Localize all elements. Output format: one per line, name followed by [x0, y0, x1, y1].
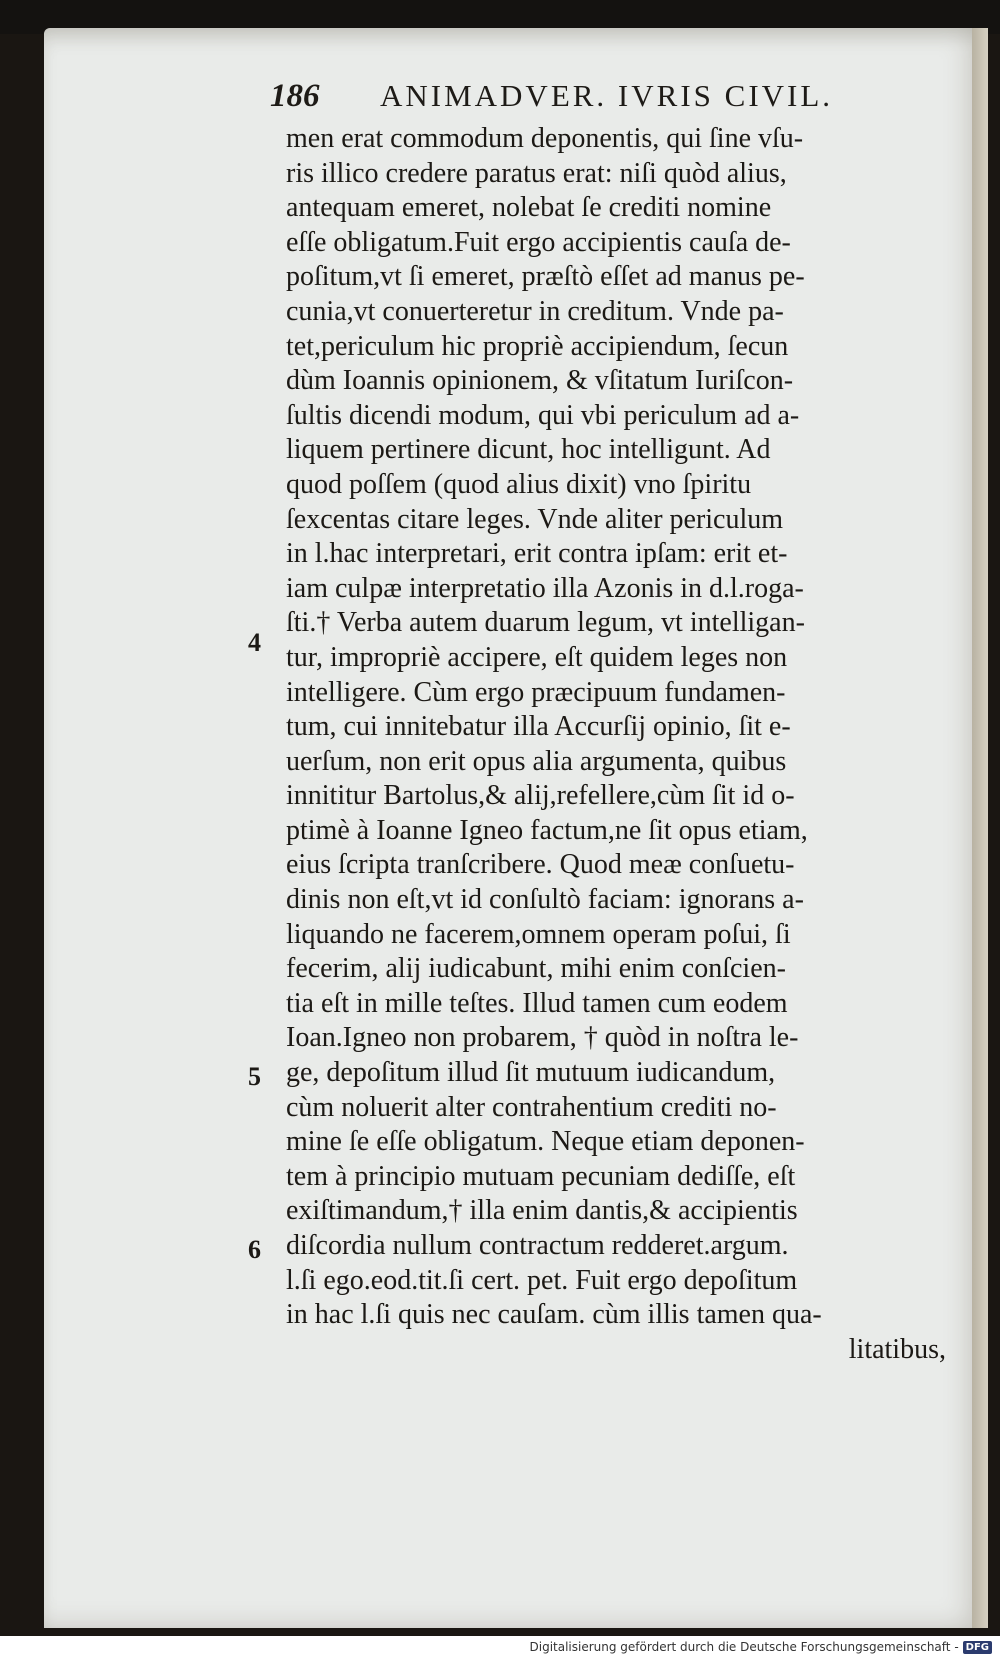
text-line: liquando ne facerem,omnem operam poſui, ſi	[286, 918, 791, 950]
marginal-number: 5	[248, 1062, 261, 1091]
text-line: eius ſcripta tranſcribere. Quod meæ conſuetu-	[286, 849, 795, 881]
text-line: antequam emeret, nolebat ſe crediti nomine	[286, 192, 772, 224]
text-line: mine ſe eſſe obligatum. Neque etiam deponen-	[286, 1126, 805, 1158]
text-line: diſcordia nullum contractum redderet.argum.	[286, 1230, 789, 1261]
text-line: men erat commodum deponentis, qui ſine vſu-	[286, 123, 804, 154]
text-line: fecerim, alij iudicabunt, mihi enim conſcien-	[286, 953, 786, 985]
text-line: tet,periculum hic propriè accipiendum, ſecun	[286, 330, 789, 362]
text-line: Ioan.Igneo non probarem, † quòd in noſtra le-	[286, 1022, 799, 1054]
text-line: dinis non eſt,vt id conſultò faciam: ignorans a-	[286, 884, 804, 916]
text-line: in hac l.ſi quis nec cauſam. cùm illis tamen qua-	[286, 1299, 822, 1331]
footer-text: Digitalisierung gefördert durch die Deutsche Forschungsgemeinschaft -	[529, 1640, 959, 1654]
text-line: dùm Ioannis opinionem, & vſitatum Iuriſcon-	[286, 365, 794, 397]
text-line: ris illico credere paratus erat: niſi quòd alius,	[286, 157, 787, 189]
text-line: tur, impropriè accipere, eſt quidem leges non	[286, 641, 788, 673]
body-text	[286, 122, 966, 1367]
text-line: iam culpæ interpretatio illa Azonis in d.l.roga-	[286, 572, 804, 604]
text-line: tia eſt in mille teſtes. Illud tamen cum eodem	[286, 987, 788, 1019]
text-line: liquem pertinere dicunt, hoc intelligunt. Ad	[286, 434, 771, 466]
text-line: ge, depoſitum illud ſit mutuum iudicandum,	[286, 1057, 776, 1089]
text-line: ſti.† Verba autem duarum legum, vt intelligan-	[286, 607, 805, 639]
page-number: 186	[270, 78, 320, 114]
text-line: exiſtimandum,† illa enim dantis,& accipientis	[286, 1195, 798, 1227]
marginal-number: 4	[248, 628, 261, 657]
text-line: intelligere. Cùm ergo præcipuum fundamen-	[286, 676, 786, 708]
text-line: ſultis dicendi modum, qui vbi periculum ad a-	[286, 399, 800, 431]
text-line: l.ſi ego.eod.tit.ſi cert. pet. Fuit ergo depoſitum	[286, 1264, 798, 1296]
text-line: cùm noluerit alter contrahentium crediti no-	[286, 1091, 777, 1123]
digitization-footer	[0, 1636, 1000, 1658]
text-line: tum, cui innitebatur illa Accurſij opinio, ſit e-	[286, 711, 791, 743]
page-edge	[972, 28, 988, 1628]
text-line: ſexcentas citare leges. Vnde aliter periculum	[286, 503, 784, 535]
dfg-logo: DFG	[963, 1641, 992, 1654]
text-line: tem à principio mutuam pecuniam dediſſe, eſt	[286, 1160, 796, 1192]
marginal-number: 6	[248, 1235, 261, 1264]
text-line: innititur Bartolus,& alij,refellere,cùm ſit id o-	[286, 780, 795, 812]
text-line: poſitum,vt ſi emeret, præſtò eſſet ad manus pe-	[286, 261, 805, 293]
text-line: cunia,vt conuerteretur in creditum. Vnde pa-	[286, 295, 784, 327]
running-head: ANIMADVER. IVRIS CIVIL.	[380, 78, 834, 113]
text-line: uerſum, non erit opus alia argumenta, quibus	[286, 745, 787, 777]
text-line: quod poſſem (quod alius dixit) vno ſpiritu	[286, 468, 752, 500]
catchword: litatibus,	[848, 1333, 946, 1365]
text-line: in l.hac interpretari, erit contra ipſam: erit et-	[286, 538, 788, 570]
text-line: ptimè à Ioanne Igneo factum,ne ſit opus etiam,	[286, 814, 808, 846]
page-header	[270, 78, 910, 128]
text-line: eſſe obligatum.Fuit ergo accipientis cauſa de-	[286, 226, 791, 258]
